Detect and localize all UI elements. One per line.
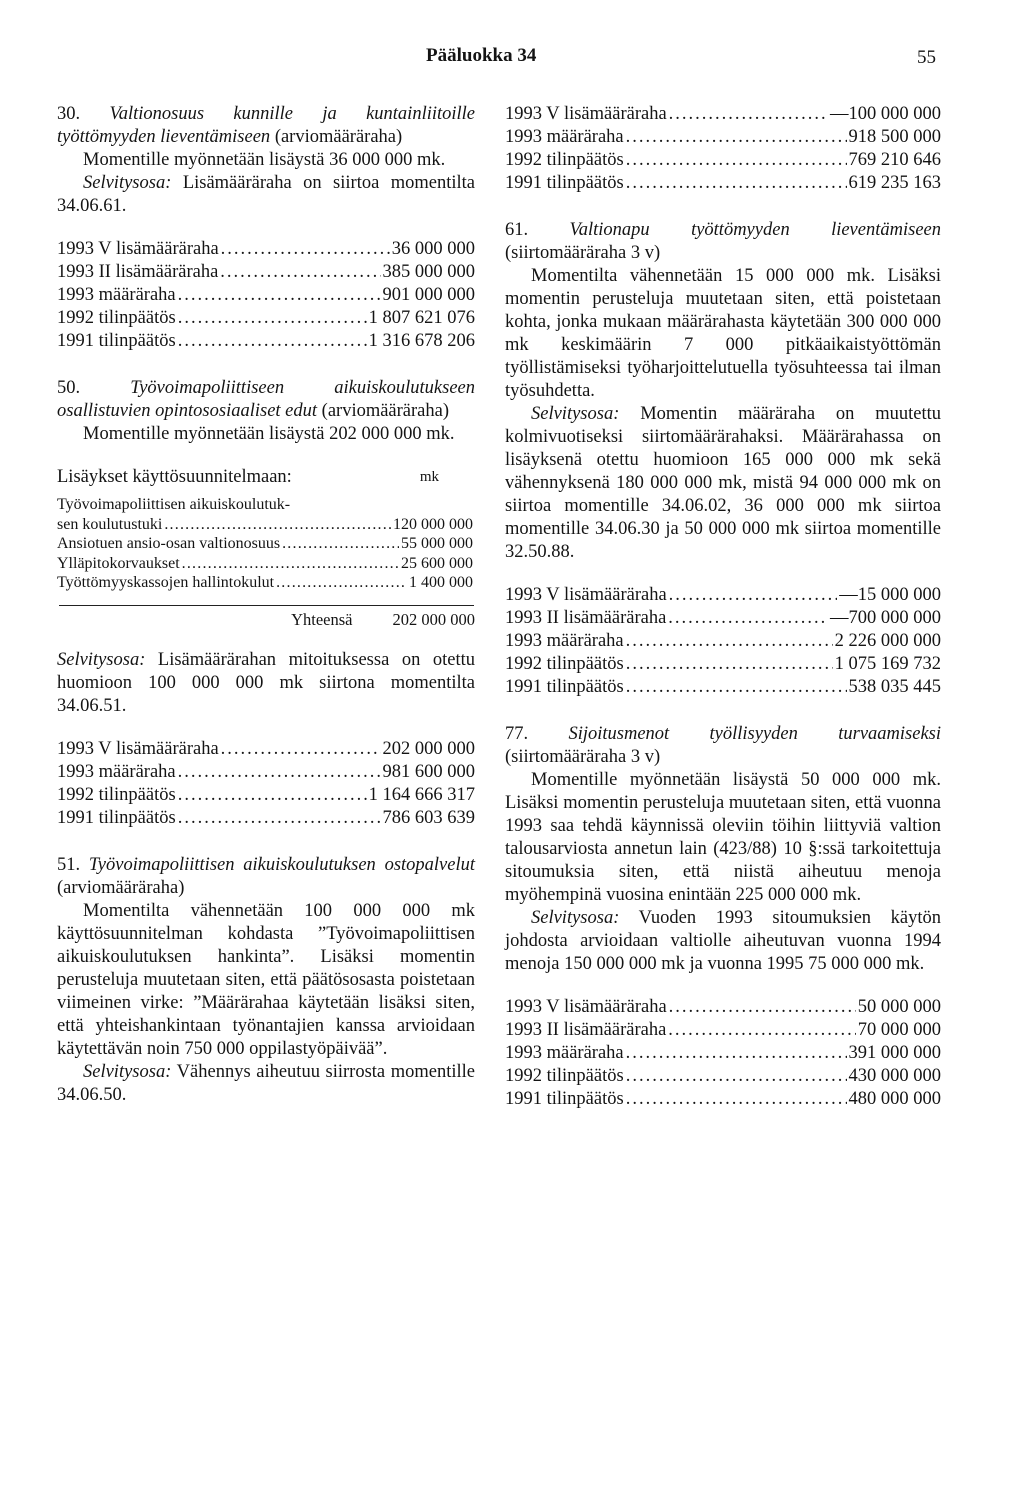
allocation-row bbox=[57, 534, 475, 554]
figure-row bbox=[505, 1088, 941, 1111]
allocation-label: Ansiotuen ansio-osan valtionosuus bbox=[57, 535, 281, 552]
total-rule bbox=[59, 605, 474, 606]
figure-label: 1993 V lisämääräraha bbox=[505, 104, 667, 124]
figure-value: 901 000 000 bbox=[382, 285, 475, 305]
item-51-heading bbox=[57, 854, 475, 900]
item-30-selvitysosa bbox=[57, 172, 475, 218]
figure-row bbox=[505, 126, 941, 149]
item-61-figures bbox=[505, 584, 941, 699]
figure-label: 1991 tilinpäätös bbox=[505, 173, 624, 193]
figure-value: 391 000 000 bbox=[848, 1043, 941, 1063]
figure-label: 1993 V lisämääräraha bbox=[505, 585, 667, 605]
selvitysosa-label: Selvitysosa: bbox=[83, 1062, 172, 1082]
item-77-figures bbox=[505, 996, 941, 1111]
item-type: (siirtomääräraha 3 v) bbox=[505, 747, 661, 767]
figure-label: 1991 tilinpäätös bbox=[505, 677, 624, 697]
allocation-label: Työttömyyskassojen hallintokulut bbox=[57, 574, 275, 591]
figure-row bbox=[505, 149, 941, 172]
figure-row bbox=[505, 607, 941, 630]
allocation-label: sen koulutustuki bbox=[57, 515, 163, 533]
item-50-figures bbox=[57, 738, 475, 830]
allocation-row bbox=[57, 554, 475, 574]
allocation-total bbox=[57, 610, 475, 630]
item-type: (siirtomääräraha 3 v) bbox=[505, 243, 661, 263]
figure-value: 36 000 000 bbox=[391, 239, 475, 259]
figure-label: 1993 II lisämääräraha bbox=[505, 608, 667, 628]
item-type: (arviomääräraha) bbox=[321, 401, 450, 421]
figure-value: —100 000 000 bbox=[830, 104, 941, 124]
figure-row bbox=[57, 738, 475, 761]
figure-value: 1 316 678 206 bbox=[368, 331, 475, 351]
figure-value: 480 000 000 bbox=[848, 1089, 941, 1109]
page-number: 55 bbox=[917, 47, 936, 68]
selvitysosa-label: Selvitysosa: bbox=[531, 908, 620, 928]
figure-value: —700 000 000 bbox=[830, 608, 941, 628]
figure-label: 1991 tilinpäätös bbox=[57, 808, 176, 828]
figure-label: 1993 V lisämääräraha bbox=[505, 997, 667, 1017]
item-50-body: Momentille myönnetään lisäystä 202 000 000 mk. bbox=[83, 424, 455, 444]
figure-row bbox=[505, 103, 941, 126]
item-type: (arviomääräraha) bbox=[57, 878, 185, 898]
figure-row bbox=[57, 784, 475, 807]
figure-label: 1991 tilinpäätös bbox=[505, 1089, 624, 1109]
selvitysosa-text: Lisämääräraha on siirtoa momentilta 34.06.61. bbox=[57, 173, 475, 216]
figure-value: 2 226 000 000 bbox=[834, 631, 941, 651]
figure-row bbox=[57, 761, 475, 784]
allocation-row bbox=[57, 495, 475, 515]
figure-value: 786 603 639 bbox=[382, 808, 475, 828]
allocation-value: 25 600 000 bbox=[401, 554, 473, 572]
figure-value: 430 000 000 bbox=[848, 1066, 941, 1086]
allocation-unit: mk bbox=[419, 469, 439, 485]
figure-row bbox=[505, 584, 941, 607]
figure-row bbox=[505, 996, 941, 1019]
figure-value: 1 075 169 732 bbox=[834, 654, 941, 674]
item-50-51-carryover-figures bbox=[505, 103, 941, 195]
figure-row bbox=[57, 261, 475, 284]
allocation-heading-row bbox=[57, 466, 475, 489]
figure-label: 1993 määräraha bbox=[505, 631, 624, 651]
selvitysosa-label: Selvitysosa: bbox=[57, 650, 146, 670]
item-30-figures bbox=[57, 238, 475, 353]
item-77-body: Momentille myönnetään lisäystä 50 000 000 mk. Lisäksi momentin perusteluja muutetaan siten, että vuonna 1993 saa tehdä käynnissä oleviin töihin liittyviä valtion talousarviosta annetun lain (423/88) 10 §:ssä tarkoitettuja sitoumuksia siten, että niistä aiheutuu menoja myöhempinä vuosina enintään 225 000 000 mk. bbox=[505, 770, 941, 905]
selvitysosa-text: Momentin määräraha on muutettu kolmivuotiseksi siirtomäärärahaksi. Määrärahassa on lisäyksenä otettu huomioon 165 000 000 mk sekä vähennyksenä 180 000 000 mk, mistä 94 000 000 mk on siirtoa momentille 34.06.02, 36 000 000 mk siirtoa momentille 34.06.30 ja 50 000 000 mk siirtoa momentille 32.50.88. bbox=[505, 404, 941, 562]
figure-row bbox=[505, 1042, 941, 1065]
figure-row bbox=[505, 1019, 941, 1042]
selvitysosa-text: Vuoden 1993 sitoumuksien käytön johdosta arvioidaan valtiolle aiheutuvan vuonna 1994 menoja 150 000 000 mk ja vuonna 1995 75 000 000 mk. bbox=[505, 908, 942, 974]
figure-label: 1993 V lisämääräraha bbox=[57, 739, 219, 759]
allocation-row bbox=[57, 515, 475, 535]
figure-row bbox=[505, 676, 941, 699]
allocation-heading: Lisäykset käyttösuunnitelmaan: bbox=[57, 467, 292, 487]
figure-row bbox=[505, 172, 941, 195]
item-number: 50. bbox=[57, 378, 81, 398]
item-61-heading bbox=[505, 219, 941, 265]
item-title: Valtionosuus kunnille ja kuntainliitoille työttömyyden lieventämiseen bbox=[57, 104, 476, 147]
item-title: Sijoitusmenot työllisyyden turvaamiseksi bbox=[568, 724, 941, 744]
right-column bbox=[505, 103, 941, 1111]
item-51-body: Momentilta vähennetään 100 000 000 mk käyttösuunnitelman kohdasta ”Työvoimapoliittisen aikuiskoulutuksen hankinta”. Lisäksi momentin perusteluja muutetaan siten, että päätösosasta poistetaan viimeinen virke: ”Määrärahaa käytetään lisäksi siten, että yhteishankintaan työnantajien kanssa arvioidaan käytettävän noin 750 000 oppilastyöpäivää”. bbox=[57, 901, 475, 1059]
figure-value: 1 807 621 076 bbox=[368, 308, 475, 328]
figure-row bbox=[505, 630, 941, 653]
figure-row bbox=[505, 1065, 941, 1088]
item-number: 30. bbox=[57, 104, 81, 124]
figure-row bbox=[57, 238, 475, 261]
figure-value: 50 000 000 bbox=[857, 997, 941, 1017]
figure-row bbox=[57, 307, 475, 330]
allocation-label: Ylläpitokorvaukset bbox=[57, 554, 180, 572]
figure-value: 918 500 000 bbox=[848, 127, 941, 147]
figure-label: 1992 tilinpäätös bbox=[505, 150, 624, 170]
figure-row bbox=[505, 653, 941, 676]
figure-row bbox=[57, 807, 475, 830]
item-30-body: Momentille myönnetään lisäystä 36 000 000 mk. bbox=[83, 150, 446, 170]
figure-label: 1993 määräraha bbox=[57, 762, 176, 782]
item-number: 61. bbox=[505, 220, 529, 240]
item-number: 51. bbox=[57, 855, 81, 875]
selvitysosa-text: Lisämäärärahan mitoituksessa on otettu huomioon 100 000 000 mk siirtona momentilta 34.06.51. bbox=[57, 650, 475, 716]
figure-label: 1993 V lisämääräraha bbox=[57, 239, 219, 259]
item-77-selvitysosa bbox=[505, 907, 941, 976]
allocation-value: 1 400 000 bbox=[409, 574, 473, 591]
figure-label: 1992 tilinpäätös bbox=[57, 785, 176, 805]
item-type: (arviomääräraha) bbox=[274, 127, 403, 147]
item-51-selvitysosa bbox=[57, 1061, 475, 1107]
selvitysosa-label: Selvitysosa: bbox=[83, 173, 172, 193]
left-column bbox=[57, 103, 475, 1107]
item-61-selvitysosa bbox=[505, 403, 941, 564]
allocation-value: 55 000 000 bbox=[401, 535, 473, 552]
figure-row bbox=[57, 330, 475, 353]
item-30-heading bbox=[57, 103, 475, 149]
allocation-table bbox=[57, 495, 475, 593]
figure-label: 1993 II lisämääräraha bbox=[57, 262, 219, 282]
figure-label: 1993 määräraha bbox=[505, 1043, 624, 1063]
figure-label: 1992 tilinpäätös bbox=[505, 1066, 624, 1086]
allocation-label: Työvoimapoliittisen aikuiskoulutuk- bbox=[57, 496, 291, 513]
page-header bbox=[0, 44, 1024, 68]
figure-label: 1993 määräraha bbox=[57, 285, 176, 305]
figure-label: 1992 tilinpäätös bbox=[505, 654, 624, 674]
item-61-body: Momentilta vähennetään 15 000 000 mk. Lisäksi momentin perusteluja muutetaan siten, että poistetaan kohta, jonka mukaan määrärahasta käytetään 300 000 000 mk keskimäärin 7 000 pitkäaikaistyöttömän työllistämiseksi työharjoittelutuella työsuhteessa tai ilman työsuhdetta. bbox=[505, 266, 941, 401]
item-title: Työvoimapoliittisen aikuiskoulutuksen ostopalvelut bbox=[88, 855, 475, 875]
allocation-value: 120 000 000 bbox=[393, 515, 473, 533]
allocation-row bbox=[57, 573, 475, 593]
figure-value: 619 235 163 bbox=[848, 173, 941, 193]
total-label: Yhteensä bbox=[291, 609, 353, 629]
item-50-heading bbox=[57, 377, 475, 423]
selvitysosa-text: Vähennys aiheutuu siirrosta momentille 34.06.50. bbox=[57, 1062, 476, 1105]
figure-value: 202 000 000 bbox=[382, 739, 475, 759]
total-value: 202 000 000 bbox=[392, 609, 475, 629]
figure-value: 538 035 445 bbox=[848, 677, 941, 697]
figure-value: 70 000 000 bbox=[857, 1020, 941, 1040]
item-50-selvitysosa bbox=[57, 649, 475, 718]
item-77-heading bbox=[505, 723, 941, 769]
figure-value: 769 210 646 bbox=[848, 150, 941, 170]
selvitysosa-label: Selvitysosa: bbox=[531, 404, 620, 424]
figure-label: 1993 II lisämääräraha bbox=[505, 1020, 667, 1040]
item-title: Valtionapu työttömyyden lieventämiseen bbox=[569, 220, 941, 240]
figure-label: 1992 tilinpäätös bbox=[57, 308, 176, 328]
figure-label: 1993 määräraha bbox=[505, 127, 624, 147]
figure-row bbox=[57, 284, 475, 307]
running-head: Pääluokka 34 bbox=[426, 45, 537, 66]
figure-label: 1991 tilinpäätös bbox=[57, 331, 176, 351]
figure-value: 385 000 000 bbox=[382, 262, 475, 282]
figure-value: —15 000 000 bbox=[839, 585, 941, 605]
figure-value: 981 600 000 bbox=[382, 762, 475, 782]
item-number: 77. bbox=[505, 724, 529, 744]
item-title: Työvoimapoliittiseen aikuiskoulutukseen osallistuvien opintososiaaliset edut bbox=[57, 378, 475, 421]
figure-value: 1 164 666 317 bbox=[368, 785, 475, 805]
